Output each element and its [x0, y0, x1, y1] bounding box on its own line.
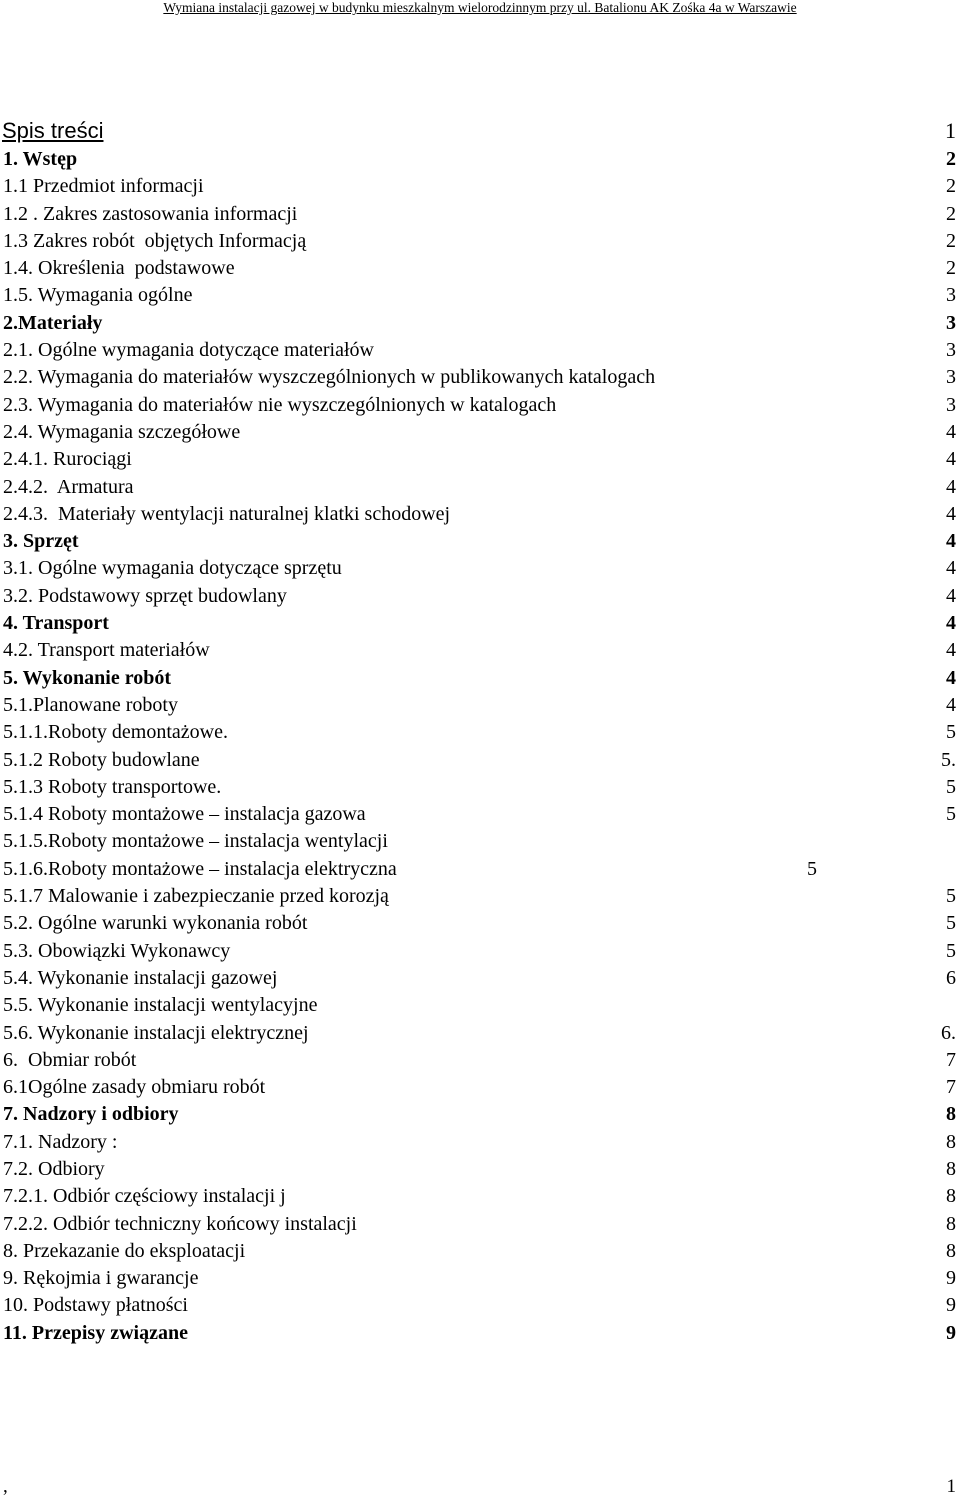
toc-entry-title: 5.6. Wykonanie instalacji elektrycznej: [3, 1021, 309, 1044]
toc-entry-title: 5.1.1.Roboty demontażowe.: [3, 721, 228, 744]
toc-entry[interactable]: [0, 1074, 960, 1101]
toc-entry[interactable]: [0, 1129, 960, 1156]
toc-entry[interactable]: [0, 474, 960, 501]
toc-entry-title: 3. Sprzęt: [3, 530, 79, 553]
toc-entry-page: 6.: [941, 1021, 956, 1044]
toc-entry-title: 1. Wstęp: [3, 148, 78, 170]
toc-entry-page: 2: [946, 202, 956, 225]
toc-entry-page: 4: [946, 557, 956, 580]
toc-entry[interactable]: [0, 747, 960, 774]
toc-entry[interactable]: [0, 446, 960, 473]
toc-entry-page: 4: [946, 448, 956, 471]
toc-entry-page: 4: [946, 693, 956, 716]
toc-entry[interactable]: [0, 173, 960, 200]
toc-entry-title: 4.2. Transport materiałów: [3, 639, 210, 662]
toc-entry-title: 5.4. Wykonanie instalacji gazowej: [3, 966, 278, 989]
toc-entry[interactable]: [0, 1183, 960, 1210]
toc-entry-page: 9: [946, 1267, 956, 1290]
toc-entry[interactable]: [0, 637, 960, 664]
toc-entry-title: 2.4.1. Rurociągi: [3, 448, 132, 471]
toc-entry-page: 4: [946, 666, 956, 689]
toc-entry-title: 7.2.2. Odbiór techniczny końcowy instalacji: [3, 1212, 357, 1235]
toc-entry[interactable]: [0, 828, 960, 855]
toc-entry-page: 4: [946, 475, 956, 498]
toc-entry[interactable]: [0, 583, 960, 610]
toc-entry-page: 8: [946, 1130, 956, 1153]
toc-entry-title: 1.4. Określenia podstawowe: [3, 257, 235, 280]
toc-entry-page: 5: [807, 857, 817, 880]
footer-mark: ,: [3, 1476, 8, 1497]
toc-entry-title: 5.5. Wykonanie instalacji wentylacyjne: [3, 994, 318, 1017]
toc-entry[interactable]: [0, 610, 960, 637]
toc-entry-title: 1.1 Przedmiot informacji: [3, 175, 204, 198]
toc-entry[interactable]: [0, 528, 960, 555]
table-of-contents: [0, 116, 960, 1347]
toc-entry-page: 7: [946, 1048, 956, 1071]
toc-entry-page: 2: [946, 229, 956, 252]
toc-entry-page: 4: [946, 530, 956, 553]
toc-entry-page: 8: [946, 1212, 956, 1235]
toc-entry-title: 5.1.5.Roboty montażowe – instalacja wentylacji: [3, 830, 388, 853]
toc-entry-title: 5.1.2 Roboty budowlane: [3, 748, 200, 771]
toc-entry-title: 10. Podstawy płatności: [3, 1294, 188, 1317]
toc-entry[interactable]: [0, 1320, 960, 1347]
toc-entry-page: 2: [946, 175, 956, 198]
toc-entry-page: 8: [946, 1185, 956, 1208]
toc-entry-title: 2.4. Wymagania szczegółowe: [3, 420, 241, 443]
toc-entry-title: 3.2. Podstawowy sprzęt budowlany: [3, 584, 287, 607]
toc-entry[interactable]: [0, 1238, 960, 1265]
toc-entry-page: 6: [946, 966, 956, 989]
toc-entry-title: 5.1.7 Malowanie i zabezpieczanie przed korozją: [3, 885, 389, 908]
toc-entry-title: 11. Przepisy związane: [3, 1321, 188, 1344]
toc-entry[interactable]: [0, 1211, 960, 1238]
toc-heading[interactable]: [0, 116, 960, 146]
footer-page-number: 1: [946, 1476, 956, 1497]
toc-entry-title: 1.2 . Zakres zastosowania informacji: [3, 202, 298, 225]
toc-entry-title: 1.3 Zakres robót objętych Informacją: [3, 229, 307, 252]
toc-entry-page: 7: [946, 1076, 956, 1099]
toc-entry-page: 2: [946, 257, 956, 280]
toc-entry-title: 7.2. Odbiory: [3, 1157, 105, 1180]
toc-entry-list: [0, 146, 960, 1347]
toc-entry-page: 4: [946, 502, 956, 525]
toc-entry-page: 5.: [941, 748, 956, 771]
toc-entry-page: 5: [946, 775, 956, 798]
toc-entry[interactable]: [0, 774, 960, 801]
toc-entry[interactable]: [0, 992, 960, 1019]
toc-entry-page: 9: [946, 1294, 956, 1317]
toc-entry[interactable]: [0, 501, 960, 528]
toc-title[interactable]: Spis treści: [2, 118, 104, 143]
toc-entry[interactable]: [0, 337, 960, 364]
toc-entry-page: 4: [946, 584, 956, 607]
toc-entry-title: 6. Obmiar robót: [3, 1048, 137, 1071]
toc-entry-page: 4: [946, 639, 956, 662]
toc-entry-page: 4: [946, 420, 956, 443]
toc-entry-page: 3: [946, 284, 956, 307]
toc-entry-title: 4. Transport: [3, 612, 109, 635]
toc-entry-page: 5: [946, 721, 956, 744]
toc-entry-title: 2.3. Wymagania do materiałów nie wyszczególnionych w katalogach: [3, 393, 557, 416]
toc-entry-title: 5.2. Ogólne warunki wykonania robót: [3, 912, 308, 935]
toc-entry[interactable]: [0, 856, 960, 883]
toc-entry-title: 7. Nadzory i odbiory: [3, 1103, 179, 1126]
toc-entry-title: 8. Przekazanie do eksploatacji: [3, 1239, 246, 1262]
toc-entry-title: 2.2. Wymagania do materiałów wyszczególnionych w publikowanych katalogach: [3, 366, 656, 389]
page-footer: [0, 1476, 960, 1498]
toc-entry-title: 1.5. Wymagania ogólne: [3, 284, 193, 307]
toc-entry-page: 8: [946, 1239, 956, 1262]
toc-entry[interactable]: [0, 719, 960, 746]
toc-entry[interactable]: [0, 1047, 960, 1074]
toc-entry[interactable]: [0, 146, 960, 173]
toc-entry[interactable]: [0, 1292, 960, 1319]
toc-entry-page: 5: [946, 939, 956, 962]
toc-entry[interactable]: [0, 801, 960, 828]
toc-entry[interactable]: [0, 938, 960, 965]
toc-entry-title: 5.1.3 Roboty transportowe.: [3, 775, 222, 798]
toc-entry-title: 2.4.2. Armatura: [3, 475, 134, 498]
toc-entry-page: 3: [946, 366, 956, 389]
toc-entry[interactable]: [0, 555, 960, 582]
toc-entry-title: 5.1.4 Roboty montażowe – instalacja gazowa: [3, 803, 366, 826]
toc-entry[interactable]: [0, 1265, 960, 1292]
header-text: Wymiana instalacji gazowej w budynku mieszkalnym wielorodzinnym przy ul. Batalionu AK Zośka 4a w Warszawie: [163, 0, 797, 15]
toc-entry-title: 5.1.6.Roboty montażowe – instalacja elektryczna: [3, 857, 397, 880]
toc-entry-title: 7.2.1. Odbiór częściowy instalacji j: [3, 1185, 286, 1208]
toc-entry[interactable]: [0, 419, 960, 446]
toc-entry-page: 4: [946, 612, 956, 635]
toc-entry[interactable]: [0, 1156, 960, 1183]
toc-entry[interactable]: [0, 201, 960, 228]
toc-entry[interactable]: [0, 255, 960, 282]
toc-entry-page: 5: [946, 803, 956, 826]
toc-entry-title: 2.Materiały: [3, 311, 103, 334]
toc-entry-page: 5: [946, 885, 956, 908]
toc-entry[interactable]: [0, 392, 960, 419]
running-header: [0, 0, 960, 16]
toc-entry[interactable]: [0, 1020, 960, 1047]
toc-entry[interactable]: [0, 965, 960, 992]
toc-entry-page: 2: [946, 148, 956, 170]
toc-entry-page: 3: [946, 339, 956, 362]
toc-entry-page: 5: [946, 912, 956, 935]
toc-entry[interactable]: [0, 1101, 960, 1128]
toc-entry-title: 3.1. Ogólne wymagania dotyczące sprzętu: [3, 557, 342, 580]
toc-entry-title: 2.4.3. Materiały wentylacji naturalnej klatki schodowej: [3, 502, 451, 525]
toc-entry[interactable]: [0, 364, 960, 391]
toc-entry-title: 5.1.Planowane roboty: [3, 693, 178, 716]
toc-entry-title: 6.1Ogólne zasady obmiaru robót: [3, 1076, 266, 1099]
toc-title-page: 1: [945, 118, 956, 143]
toc-entry[interactable]: [0, 883, 960, 910]
toc-entry[interactable]: [0, 910, 960, 937]
toc-entry[interactable]: [0, 665, 960, 692]
toc-entry-title: 7.1. Nadzory :: [3, 1130, 118, 1153]
toc-entry-title: 5.3. Obowiązki Wykonawcy: [3, 939, 231, 962]
toc-entry[interactable]: [0, 310, 960, 337]
toc-entry-title: 9. Rękojmia i gwarancje: [3, 1267, 199, 1290]
toc-entry[interactable]: [0, 282, 960, 309]
toc-entry-page: 3: [946, 311, 956, 334]
toc-entry[interactable]: [0, 228, 960, 255]
toc-entry-title: 2.1. Ogólne wymagania dotyczące materiałów: [3, 339, 374, 362]
toc-entry-page: 8: [946, 1103, 956, 1126]
toc-entry-page: 8: [946, 1157, 956, 1180]
toc-entry-page: 3: [946, 393, 956, 416]
toc-entry-title: 5. Wykonanie robót: [3, 666, 171, 689]
toc-entry[interactable]: [0, 692, 960, 719]
toc-entry-page: 9: [946, 1321, 956, 1344]
